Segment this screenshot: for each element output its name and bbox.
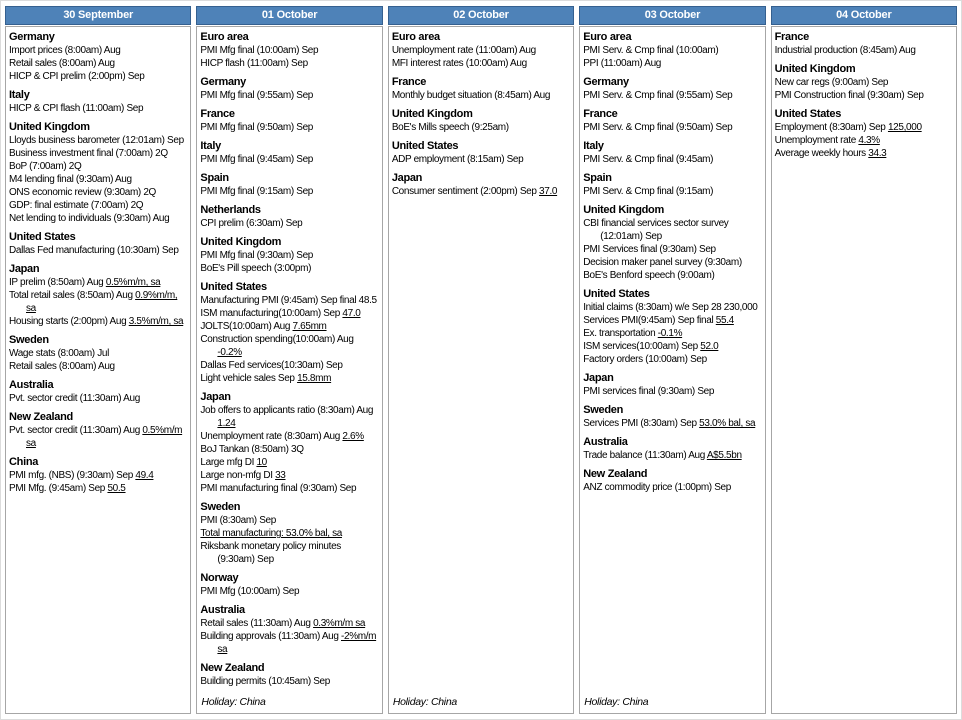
day-column: [388, 6, 574, 714]
country-group: [200, 107, 379, 134]
country-group: [583, 287, 762, 366]
country-heading: Euro area: [391, 31, 440, 43]
day-body: [388, 26, 574, 714]
event-line: Net lending to individuals (9:30am) Aug: [9, 213, 170, 224]
event-line: PMI Serv. & Cmp final (9:45am): [583, 154, 714, 165]
event-line: ANZ commodity price (1:00pm) Sep: [583, 482, 731, 493]
country-group: [583, 435, 762, 462]
event-line: CBI financial services sector survey (12:01am) Sep: [583, 218, 729, 242]
event-line: Manufacturing PMI (9:45am) Sep final 48.5: [200, 295, 377, 306]
event-line: Building permits (10:45am) Sep: [200, 676, 330, 687]
country-group: [9, 262, 188, 328]
event-line: Riksbank monetary policy minutes (9:30am) Sep: [200, 541, 341, 565]
country-heading: Euro area: [583, 31, 632, 43]
country-group: [775, 107, 954, 160]
event-line: Employment (8:30am) Sep 125,000: [774, 122, 922, 133]
event-value: 0.9%m/m, sa: [26, 290, 178, 314]
day-column: [579, 6, 765, 714]
country-group: [200, 30, 379, 70]
day-header: 01 October: [196, 6, 382, 25]
country-heading: Italy: [200, 140, 221, 152]
day-body: [579, 26, 765, 714]
event-line: PMI Mfg final (9:50am) Sep: [200, 122, 314, 133]
event-line: Total retail sales (8:50am) Aug 0.9%m/m, sa: [9, 290, 178, 314]
country-group: [200, 139, 379, 166]
country-group: [583, 107, 762, 134]
country-group: [392, 75, 571, 102]
country-heading: France: [391, 76, 427, 88]
event-line: New car regs (9:00am) Sep: [774, 77, 889, 88]
event-value: 53.0% bal, sa: [699, 418, 756, 429]
event-value: 55.4: [715, 315, 734, 326]
event-line: Wage stats (8:00am) Jul: [9, 348, 109, 359]
event-line: Average weekly hours 34.3: [774, 148, 887, 159]
event-line: Industrial production (8:45am) Aug: [774, 45, 916, 56]
country-heading: Euro area: [200, 31, 249, 43]
day-column: [5, 6, 191, 714]
country-group: [583, 403, 762, 430]
country-heading: Netherlands: [200, 204, 261, 216]
day-header: 02 October: [388, 6, 574, 25]
country-group: [392, 30, 571, 70]
event-value: 0.3%m/m sa: [313, 618, 366, 629]
event-line: ISM manufacturing(10:00am) Sep 47.0: [200, 308, 361, 319]
country-group: [200, 171, 379, 198]
country-heading: Sweden: [200, 501, 241, 513]
event-value: 34.3: [868, 148, 887, 159]
day-body: [5, 26, 191, 714]
event-line: PMI Serv. & Cmp final (9:55am) Sep: [583, 90, 733, 101]
day-body: [196, 26, 382, 714]
country-heading: Japan: [391, 172, 423, 184]
event-value: 125,000: [887, 122, 922, 133]
country-heading: United Kingdom: [583, 204, 664, 216]
country-group: [775, 30, 954, 57]
event-value: 1.24: [217, 418, 236, 429]
event-line: Lloyds business barometer (12:01am) Sep: [9, 135, 184, 146]
event-value: 52.0: [700, 341, 719, 352]
country-group: [583, 30, 762, 70]
event-value: 10: [256, 457, 267, 468]
country-heading: Japan: [200, 391, 231, 403]
country-heading: Australia: [200, 604, 245, 616]
event-value: 0.5%m/m sa: [26, 425, 183, 449]
event-line: M4 lending final (9:30am) Aug: [9, 174, 132, 185]
event-line: HICP flash (11:00am) Sep: [200, 58, 308, 69]
country-heading: United States: [9, 231, 76, 243]
event-line: PMI Serv. & Cmp final (9:50am) Sep: [583, 122, 733, 133]
country-group: [583, 171, 762, 198]
country-group: [583, 75, 762, 102]
holiday-note: Holiday: China: [584, 696, 649, 708]
event-line: PMI Mfg final (9:30am) Sep: [200, 250, 314, 261]
event-value: 50.5: [107, 483, 126, 494]
event-line: CPI prelim (6:30am) Sep: [200, 218, 303, 229]
event-line: Services PMI (8:30am) Sep 53.0% bal, sa: [583, 418, 756, 429]
event-line: PMI Serv. & Cmp final (10:00am): [583, 45, 719, 56]
country-heading: France: [200, 108, 235, 120]
event-line: ONS economic review (9:30am) 2Q: [9, 187, 156, 198]
country-group: [392, 107, 571, 134]
event-line: GDP: final estimate (7:00am) 2Q: [9, 200, 144, 211]
country-heading: Spain: [200, 172, 229, 184]
country-group: [392, 171, 571, 198]
day-header: 30 September: [5, 6, 191, 25]
event-value: 3.5%m/m, sa: [128, 316, 184, 327]
country-group: [9, 378, 188, 405]
event-line: HICP & CPI prelim (2:00pm) Sep: [9, 71, 145, 82]
country-heading: United Kingdom: [9, 121, 90, 133]
event-value: 33: [275, 470, 286, 481]
event-line: Retail sales (8:00am) Aug: [9, 361, 115, 372]
event-value: 4.3%: [858, 135, 880, 146]
event-line: MFI interest rates (10:00am) Aug: [391, 58, 527, 69]
event-line: ADP employment (8:15am) Sep: [391, 154, 524, 165]
event-line: PMI mfg. (NBS) (9:30am) Sep 49.4: [9, 470, 154, 481]
event-line: Pvt. sector credit (11:30am) Aug: [9, 393, 140, 404]
country-heading: United States: [583, 288, 650, 300]
country-heading: Japan: [9, 263, 40, 275]
country-heading: Germany: [9, 31, 55, 43]
country-heading: China: [9, 456, 39, 468]
event-line: [200, 527, 379, 540]
country-group: [583, 371, 762, 398]
event-line: BoE's Pill speech (3:00pm): [200, 263, 312, 274]
event-line: Consumer sentiment (2:00pm) Sep 37.0: [391, 186, 558, 197]
event-line: BoP (7:00am) 2Q: [9, 161, 82, 172]
country-heading: Norway: [200, 572, 239, 584]
country-heading: United States: [391, 140, 459, 152]
holiday-note: Holiday: China: [392, 696, 457, 708]
event-line: PMI Services final (9:30am) Sep: [583, 244, 716, 255]
country-group: [200, 235, 379, 275]
event-value: 47.0: [342, 308, 361, 319]
event-line: Trade balance (11:30am) Aug A$5.5bn: [583, 450, 742, 461]
event-line: BoE's Mills speech (9:25am): [391, 122, 509, 133]
event-line: Monthly budget situation (8:45am) Aug: [391, 90, 551, 101]
country-heading: Germany: [200, 76, 246, 88]
event-line: Services PMI(9:45am) Sep final 55.4: [583, 315, 734, 326]
country-group: [200, 603, 379, 656]
event-line: Large non-mfg DI 33: [200, 470, 286, 481]
event-line: BoJ Tankan (8:50am) 3Q: [200, 444, 304, 455]
event-value: 49.4: [135, 470, 154, 481]
country-heading: France: [583, 108, 618, 120]
country-group: [9, 230, 188, 257]
country-heading: New Zealand: [200, 662, 265, 674]
event-line: Housing starts (2:00pm) Aug 3.5%m/m, sa: [9, 316, 184, 327]
event-line: PMI (8:30am) Sep: [200, 515, 276, 526]
calendar: [5, 6, 957, 714]
country-group: [200, 661, 379, 688]
country-group: [200, 75, 379, 102]
event-line: PMI Mfg. (9:45am) Sep 50.5: [9, 483, 126, 494]
event-line: PMI Serv. & Cmp final (9:15am): [583, 186, 714, 197]
day-body: [771, 26, 957, 714]
event-line: PMI Mfg (10:00am) Sep: [200, 586, 300, 597]
country-group: [9, 333, 188, 373]
event-line: Pvt. sector credit (11:30am) Aug 0.5%m/m sa: [9, 425, 183, 449]
event-value: 0.5%m/m, sa: [105, 277, 161, 288]
event-line: ISM services(10:00am) Sep 52.0: [583, 341, 719, 352]
event-line: Job offers to applicants ratio (8:30am) Aug 1.24: [200, 405, 374, 429]
event-line: PMI Mfg final (9:55am) Sep: [200, 90, 314, 101]
event-line: Initial claims (8:30am) w/e Sep 28 230,000: [583, 302, 758, 313]
country-group: [200, 571, 379, 598]
event-value: -0.1%: [657, 328, 683, 339]
day-column: [771, 6, 957, 714]
event-line: BoE's Benford speech (9:00am): [583, 270, 715, 281]
event-line: Retail sales (11:30am) Aug 0.3%m/m sa: [200, 618, 366, 629]
event-line: Dallas Fed manufacturing (10:30am) Sep: [9, 245, 179, 256]
event-value: Total manufacturing: 53.0% bal, sa: [200, 528, 342, 539]
event-line: Light vehicle sales Sep 15.8mm: [200, 373, 332, 384]
country-heading: Germany: [583, 76, 629, 88]
event-line: Retail sales (8:00am) Aug: [9, 58, 115, 69]
event-line: PMI manufacturing final (9:30am) Sep: [200, 483, 357, 494]
event-value: 15.8mm: [297, 373, 332, 384]
country-heading: Spain: [583, 172, 612, 184]
event-line: PPI (11:00am) Aug: [583, 58, 662, 69]
event-line: Ex. transportation -0.1%: [583, 328, 683, 339]
country-group: [9, 410, 188, 450]
country-heading: Italy: [583, 140, 604, 152]
country-group: [9, 120, 188, 225]
event-line: PMI Mfg final (10:00am) Sep: [200, 45, 319, 56]
country-heading: United States: [200, 281, 267, 293]
event-line: PMI Mfg final (9:45am) Sep: [200, 154, 314, 165]
event-line: Construction spending(10:00am) Aug -0.2%: [200, 334, 354, 358]
country-group: [9, 88, 188, 115]
day-header: 04 October: [771, 6, 957, 25]
event-line: Import prices (8:00am) Aug: [9, 45, 121, 56]
event-line: Dallas Fed services(10:30am) Sep: [200, 360, 343, 371]
country-group: [200, 390, 379, 495]
country-group: [200, 203, 379, 230]
country-heading: Italy: [9, 89, 30, 101]
event-line: PMI services final (9:30am) Sep: [583, 386, 715, 397]
country-group: [9, 455, 188, 495]
day-header: 03 October: [579, 6, 765, 25]
country-heading: United States: [774, 108, 842, 120]
event-value: A$5.5bn: [706, 450, 742, 461]
event-line: Decision maker panel survey (9:30am): [583, 257, 742, 268]
country-group: [200, 280, 379, 385]
day-column: [196, 6, 382, 714]
event-line: Business investment final (7:00am) 2Q: [9, 148, 168, 159]
event-value: 7.65mm: [292, 321, 327, 332]
country-group: [200, 500, 379, 566]
event-line: PMI Construction final (9:30am) Sep: [774, 90, 924, 101]
country-group: [583, 203, 762, 282]
country-heading: United Kingdom: [200, 236, 282, 248]
event-value: -0.2%: [217, 347, 242, 358]
country-heading: United Kingdom: [391, 108, 473, 120]
country-group: [583, 467, 762, 494]
country-group: [583, 139, 762, 166]
event-line: IP prelim (8:50am) Aug 0.5%m/m, sa: [9, 277, 161, 288]
country-heading: France: [774, 31, 809, 43]
country-group: [775, 62, 954, 102]
event-line: HICP & CPI flash (11:00am) Sep: [9, 103, 144, 114]
event-line: Building approvals (11:30am) Aug -2%m/m sa: [200, 631, 377, 655]
country-heading: New Zealand: [9, 411, 73, 423]
event-value: -2%m/m sa: [217, 631, 377, 655]
country-heading: Sweden: [9, 334, 49, 346]
country-heading: United Kingdom: [774, 63, 856, 75]
event-line: Unemployment rate (11:00am) Aug: [391, 45, 536, 56]
country-heading: Japan: [583, 372, 614, 384]
country-heading: Sweden: [583, 404, 623, 416]
event-line: Unemployment rate 4.3%: [774, 135, 880, 146]
event-line: PMI Mfg final (9:15am) Sep: [200, 186, 314, 197]
event-line: Large mfg DI 10: [200, 457, 267, 468]
holiday-note: Holiday: China: [201, 696, 266, 708]
event-line: Factory orders (10:00am) Sep: [583, 354, 707, 365]
country-group: [9, 30, 188, 83]
country-heading: Australia: [9, 379, 54, 391]
event-line: Unemployment rate (8:30am) Aug 2.6%: [200, 431, 364, 442]
event-value: 37.0: [539, 186, 558, 197]
country-heading: New Zealand: [583, 468, 648, 480]
country-group: [392, 139, 571, 166]
country-heading: Australia: [583, 436, 628, 448]
event-value: 2.6%: [342, 431, 364, 442]
event-line: JOLTS(10:00am) Aug 7.65mm: [200, 321, 327, 332]
